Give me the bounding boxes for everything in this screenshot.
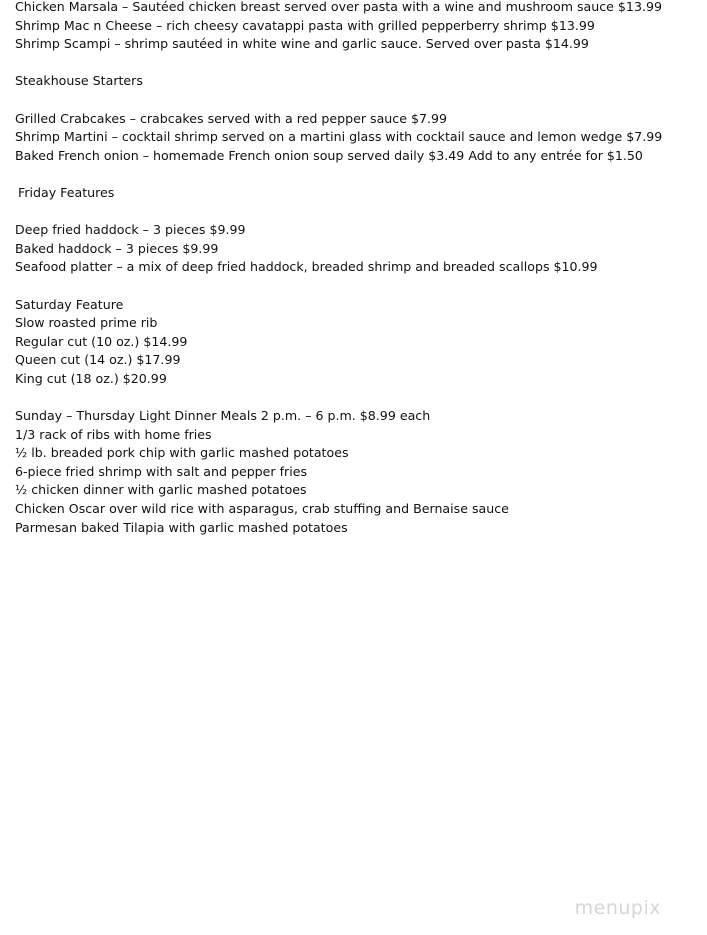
menupix-watermark: menupix bbox=[574, 897, 661, 919]
menu-item-regular-cut: Regular cut (10 oz.) $14.99 bbox=[15, 333, 188, 349]
menu-item-fried-shrimp: 6-piece fried shrimp with salt and pepper fries bbox=[15, 463, 308, 479]
menu-item-shrimp-martini: Shrimp Martini – cocktail shrimp served on a martini glass with cocktail sauce and lemon wedge $7.99 bbox=[15, 129, 663, 145]
spacer bbox=[15, 54, 699, 73]
menu-item-queen-cut: Queen cut (14 oz.) $17.99 bbox=[15, 352, 181, 368]
spacer bbox=[15, 388, 699, 407]
menu-item-chicken-oscar: Chicken Oscar over wild rice with asparagus, crab stuffing and Bernaise sauce bbox=[15, 501, 509, 517]
menu-item-half-chicken: ½ chicken dinner with garlic mashed potatoes bbox=[15, 482, 307, 498]
spacer bbox=[15, 91, 699, 110]
menu-item-prime-rib: Slow roasted prime rib bbox=[15, 315, 158, 331]
menu-item-parmesan-tilapia: Parmesan baked Tilapia with garlic mashed potatoes bbox=[15, 519, 348, 535]
menu-content bbox=[15, 0, 699, 537]
spacer bbox=[15, 165, 699, 184]
section-heading-steakhouse-starters: Steakhouse Starters bbox=[15, 73, 143, 89]
menu-item-grilled-crabcakes: Grilled Crabcakes – crabcakes served with a red pepper sauce $7.99 bbox=[15, 110, 447, 126]
spacer bbox=[15, 203, 699, 222]
menu-item-seafood-platter: Seafood platter – a mix of deep fried haddock, breaded shrimp and breaded scallops $10.99 bbox=[15, 259, 598, 275]
spacer bbox=[15, 277, 699, 296]
menu-item-king-cut: King cut (18 oz.) $20.99 bbox=[15, 370, 167, 386]
menu-item-rack-of-ribs: 1/3 rack of ribs with home fries bbox=[15, 426, 212, 442]
menu-item-pork-chip: ½ lb. breaded pork chip with garlic mashed potatoes bbox=[15, 445, 349, 461]
menu-item-deep-fried-haddock: Deep fried haddock – 3 pieces $9.99 bbox=[15, 222, 246, 238]
menu-item-baked-french-onion: Baked French onion – homemade French onion soup served daily $3.49 Add to any entrée for $1.50 bbox=[15, 147, 643, 163]
menu-item-shrimp-mac-n-cheese: Shrimp Mac n Cheese – rich cheesy cavatappi pasta with grilled pepperberry shrimp $13.99 bbox=[15, 17, 595, 33]
section-heading-light-dinner-meals: Sunday – Thursday Light Dinner Meals 2 p.m. – 6 p.m. $8.99 each bbox=[15, 408, 431, 424]
menu-item-chicken-marsala: Chicken Marsala – Sautéed chicken breast served over pasta with a wine and mushroom sauce $13.99 bbox=[15, 0, 662, 14]
section-heading-friday-features: Friday Features bbox=[18, 184, 115, 200]
menu-item-baked-haddock: Baked haddock – 3 pieces $9.99 bbox=[15, 240, 219, 256]
menu-item-shrimp-scampi: Shrimp Scampi – shrimp sautéed in white wine and garlic sauce. Served over pasta $14.99 bbox=[15, 36, 589, 52]
section-heading-saturday-feature: Saturday Feature bbox=[15, 296, 124, 312]
